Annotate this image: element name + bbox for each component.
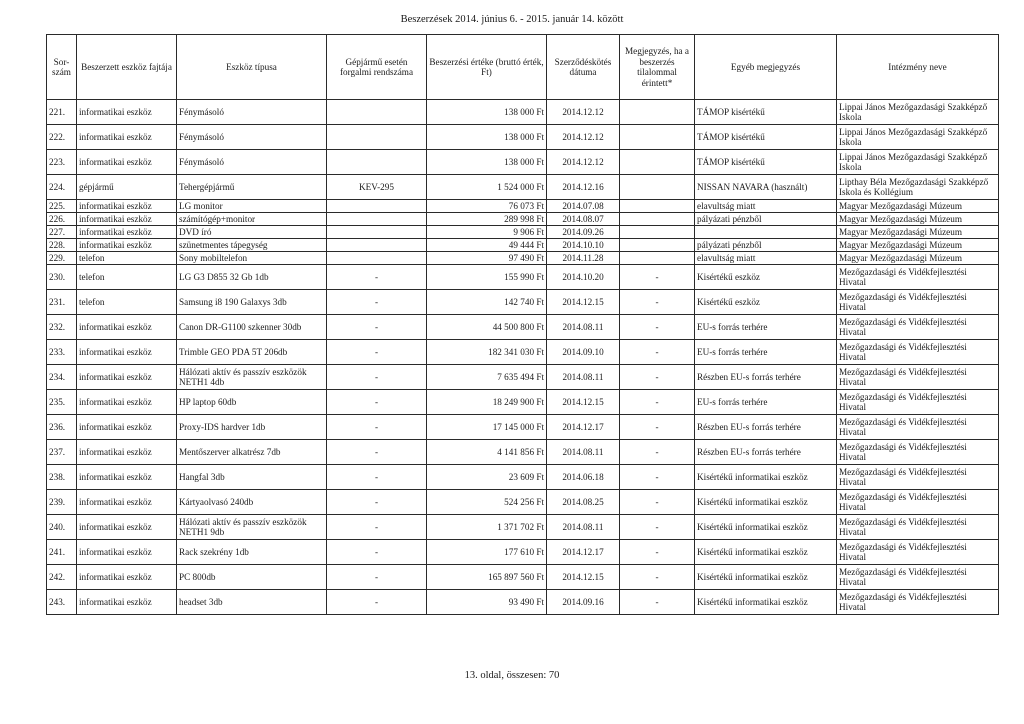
cell-other-note: Kisértékű eszköz (695, 290, 837, 315)
cell-contract-date: 2014.12.15 (547, 390, 620, 415)
cell-institution: Mezőgazdasági és Vidékfejlesztési Hivatal (837, 515, 999, 540)
cell-other-note: Részben EU-s forrás terhére (695, 440, 837, 465)
cell-asset-category: informatikai eszköz (77, 415, 177, 440)
table-row (47, 490, 999, 515)
cell-purchase-value: 4 141 856 Ft (427, 440, 547, 465)
header-other-note: Egyéb megjegyzés (695, 35, 837, 100)
cell-asset-type: DVD író (177, 226, 327, 239)
cell-license-plate (327, 226, 427, 239)
table-row (47, 265, 999, 290)
table-row (47, 213, 999, 226)
cell-purchase-value: 1 524 000 Ft (427, 175, 547, 200)
cell-serial-number: 222. (47, 125, 77, 150)
cell-asset-type: headset 3db (177, 590, 327, 615)
cell-institution: Magyar Mezőgazdasági Múzeum (837, 252, 999, 265)
cell-asset-type: Tehergépjármű (177, 175, 327, 200)
cell-purchase-value: 18 249 900 Ft (427, 390, 547, 415)
cell-serial-number: 228. (47, 239, 77, 252)
cell-restriction-note: - (620, 540, 695, 565)
cell-license-plate: - (327, 515, 427, 540)
header-asset-category: Beszerzett eszköz fajtája (77, 35, 177, 100)
cell-serial-number: 243. (47, 590, 77, 615)
cell-asset-category: informatikai eszköz (77, 515, 177, 540)
cell-serial-number: 232. (47, 315, 77, 340)
cell-asset-category: telefon (77, 252, 177, 265)
cell-institution: Mezőgazdasági és Vidékfejlesztési Hivatal (837, 365, 999, 390)
cell-restriction-note (620, 100, 695, 125)
cell-other-note: Kisértékű eszköz (695, 265, 837, 290)
cell-serial-number: 230. (47, 265, 77, 290)
cell-purchase-value: 524 256 Ft (427, 490, 547, 515)
cell-purchase-value: 289 998 Ft (427, 213, 547, 226)
cell-other-note: TÁMOP kisértékű (695, 125, 837, 150)
table-row (47, 440, 999, 465)
cell-asset-category: informatikai eszköz (77, 213, 177, 226)
cell-serial-number: 234. (47, 365, 77, 390)
cell-contract-date: 2014.07.08 (547, 200, 620, 213)
cell-asset-type: szünetmentes tápegység (177, 239, 327, 252)
cell-contract-date: 2014.06.18 (547, 465, 620, 490)
cell-other-note: Kisértékű informatikai eszköz (695, 515, 837, 540)
cell-purchase-value: 142 740 Ft (427, 290, 547, 315)
cell-license-plate (327, 252, 427, 265)
cell-institution: Mezőgazdasági és Vidékfejlesztési Hivatal (837, 340, 999, 365)
table-row (47, 290, 999, 315)
cell-institution: Mezőgazdasági és Vidékfejlesztési Hivatal (837, 290, 999, 315)
header-restriction-note: Megjegyzés, ha a beszerzés tilalommal érintett* (620, 35, 695, 100)
cell-serial-number: 238. (47, 465, 77, 490)
cell-asset-type: Fénymásoló (177, 125, 327, 150)
table-row (47, 150, 999, 175)
table-row (47, 340, 999, 365)
cell-serial-number: 236. (47, 415, 77, 440)
table-row (47, 365, 999, 390)
cell-asset-category: informatikai eszköz (77, 340, 177, 365)
cell-institution: Mezőgazdasági és Vidékfejlesztési Hivatal (837, 390, 999, 415)
cell-contract-date: 2014.09.16 (547, 590, 620, 615)
cell-other-note: EU-s forrás terhére (695, 390, 837, 415)
cell-asset-type: Samsung i8 190 Galaxys 3db (177, 290, 327, 315)
table-row (47, 315, 999, 340)
cell-institution: Mezőgazdasági és Vidékfejlesztési Hivatal (837, 565, 999, 590)
table-body (47, 100, 999, 615)
table-row (47, 540, 999, 565)
cell-asset-category: informatikai eszköz (77, 100, 177, 125)
cell-institution: Magyar Mezőgazdasági Múzeum (837, 200, 999, 213)
cell-other-note: elavultság miatt (695, 200, 837, 213)
cell-asset-type: Mentőszerver alkatrész 7db (177, 440, 327, 465)
header-contract-date: Szerződéskötés dátuma (547, 35, 620, 100)
cell-asset-category: informatikai eszköz (77, 315, 177, 340)
cell-license-plate: - (327, 365, 427, 390)
cell-asset-type: Canon DR-G1100 szkenner 30db (177, 315, 327, 340)
cell-restriction-note (620, 200, 695, 213)
cell-other-note: Kisértékű informatikai eszköz (695, 590, 837, 615)
cell-asset-category: informatikai eszköz (77, 365, 177, 390)
cell-purchase-value: 1 371 702 Ft (427, 515, 547, 540)
cell-serial-number: 235. (47, 390, 77, 415)
cell-license-plate: KEV-295 (327, 175, 427, 200)
cell-license-plate: - (327, 390, 427, 415)
cell-asset-type: Rack szekrény 1db (177, 540, 327, 565)
cell-asset-category: informatikai eszköz (77, 150, 177, 175)
cell-restriction-note: - (620, 440, 695, 465)
cell-asset-type: Fénymásoló (177, 100, 327, 125)
cell-institution: Lipthay Béla Mezőgazdasági Szakképző Iskola és Kollégium (837, 175, 999, 200)
table-row (47, 515, 999, 540)
cell-license-plate: - (327, 315, 427, 340)
cell-contract-date: 2014.10.20 (547, 265, 620, 290)
table-row (47, 100, 999, 125)
cell-license-plate: - (327, 465, 427, 490)
cell-other-note: EU-s forrás terhére (695, 340, 837, 365)
cell-institution: Lippai János Mezőgazdasági Szakképző Iskola (837, 125, 999, 150)
cell-license-plate: - (327, 540, 427, 565)
cell-asset-type: LG G3 D855 32 Gb 1db (177, 265, 327, 290)
cell-asset-type: Kártyaolvasó 240db (177, 490, 327, 515)
cell-purchase-value: 138 000 Ft (427, 100, 547, 125)
cell-purchase-value: 182 341 030 Ft (427, 340, 547, 365)
cell-restriction-note: - (620, 590, 695, 615)
cell-license-plate: - (327, 590, 427, 615)
table-row (47, 390, 999, 415)
cell-contract-date: 2014.11.28 (547, 252, 620, 265)
cell-institution: Magyar Mezőgazdasági Múzeum (837, 213, 999, 226)
cell-license-plate (327, 100, 427, 125)
cell-serial-number: 229. (47, 252, 77, 265)
cell-other-note: Részben EU-s forrás terhére (695, 365, 837, 390)
cell-other-note: elavultság miatt (695, 252, 837, 265)
cell-restriction-note: - (620, 340, 695, 365)
cell-restriction-note (620, 239, 695, 252)
cell-asset-category: informatikai eszköz (77, 465, 177, 490)
cell-restriction-note (620, 213, 695, 226)
cell-contract-date: 2014.12.12 (547, 125, 620, 150)
cell-restriction-note: - (620, 265, 695, 290)
cell-serial-number: 224. (47, 175, 77, 200)
cell-asset-category: informatikai eszköz (77, 226, 177, 239)
cell-asset-type: Fénymásoló (177, 150, 327, 175)
cell-asset-type: számítógép+monitor (177, 213, 327, 226)
cell-other-note: Részben EU-s forrás terhére (695, 415, 837, 440)
cell-institution: Mezőgazdasági és Vidékfejlesztési Hivatal (837, 490, 999, 515)
cell-asset-type: Hangfal 3db (177, 465, 327, 490)
header-asset-type: Eszköz típusa (177, 35, 327, 100)
cell-purchase-value: 138 000 Ft (427, 125, 547, 150)
cell-asset-type: Hálózati aktív és passzív eszközök NETH1 4db (177, 365, 327, 390)
cell-serial-number: 239. (47, 490, 77, 515)
table-row (47, 125, 999, 150)
cell-asset-category: informatikai eszköz (77, 440, 177, 465)
cell-asset-category: informatikai eszköz (77, 125, 177, 150)
cell-asset-type: Trimble GEO PDA 5T 206db (177, 340, 327, 365)
cell-asset-category: informatikai eszköz (77, 565, 177, 590)
cell-contract-date: 2014.12.17 (547, 415, 620, 440)
cell-purchase-value: 177 610 Ft (427, 540, 547, 565)
table-row (47, 252, 999, 265)
cell-institution: Magyar Mezőgazdasági Múzeum (837, 226, 999, 239)
cell-restriction-note: - (620, 365, 695, 390)
cell-serial-number: 242. (47, 565, 77, 590)
document-title: Beszerzések 2014. június 6. - 2015. január 14. között (400, 14, 624, 25)
cell-restriction-note (620, 252, 695, 265)
cell-serial-number: 237. (47, 440, 77, 465)
header-serial-number: Sor- szám (47, 35, 77, 100)
cell-institution: Mezőgazdasági és Vidékfejlesztési Hivatal (837, 540, 999, 565)
cell-institution: Mezőgazdasági és Vidékfejlesztési Hivatal (837, 265, 999, 290)
cell-restriction-note: - (620, 565, 695, 590)
table-row (47, 239, 999, 252)
cell-contract-date: 2014.10.10 (547, 239, 620, 252)
cell-institution: Mezőgazdasági és Vidékfejlesztési Hivatal (837, 465, 999, 490)
cell-restriction-note (620, 226, 695, 239)
page-footer: 13. oldal, összesen: 70 (464, 670, 560, 681)
cell-restriction-note: - (620, 465, 695, 490)
cell-restriction-note: - (620, 290, 695, 315)
cell-contract-date: 2014.08.11 (547, 440, 620, 465)
cell-restriction-note (620, 175, 695, 200)
cell-asset-type: LG monitor (177, 200, 327, 213)
cell-other-note: Kisértékű informatikai eszköz (695, 465, 837, 490)
table-row (47, 415, 999, 440)
cell-serial-number: 241. (47, 540, 77, 565)
cell-other-note: Kisértékű informatikai eszköz (695, 540, 837, 565)
table-row (47, 565, 999, 590)
header-purchase-value: Beszerzési értéke (bruttó érték, Ft) (427, 35, 547, 100)
cell-asset-category: informatikai eszköz (77, 239, 177, 252)
cell-asset-type: HP laptop 60db (177, 390, 327, 415)
cell-contract-date: 2014.09.26 (547, 226, 620, 239)
cell-restriction-note (620, 125, 695, 150)
cell-license-plate (327, 125, 427, 150)
cell-license-plate: - (327, 340, 427, 365)
cell-purchase-value: 49 444 Ft (427, 239, 547, 252)
cell-contract-date: 2014.08.07 (547, 213, 620, 226)
cell-other-note: TÁMOP kisértékű (695, 100, 837, 125)
cell-purchase-value: 97 490 Ft (427, 252, 547, 265)
header-institution: Intézmény neve (837, 35, 999, 100)
cell-purchase-value: 93 490 Ft (427, 590, 547, 615)
cell-institution: Mezőgazdasági és Vidékfejlesztési Hivatal (837, 415, 999, 440)
cell-serial-number: 240. (47, 515, 77, 540)
cell-license-plate (327, 239, 427, 252)
cell-contract-date: 2014.08.25 (547, 490, 620, 515)
cell-serial-number: 227. (47, 226, 77, 239)
cell-restriction-note: - (620, 415, 695, 440)
cell-restriction-note: - (620, 315, 695, 340)
header-license-plate: Gépjármű esetén forgalmi rendszáma (327, 35, 427, 100)
cell-serial-number: 223. (47, 150, 77, 175)
cell-asset-type: Sony mobiltelefon (177, 252, 327, 265)
cell-other-note: pályázati pénzből (695, 239, 837, 252)
cell-restriction-note: - (620, 490, 695, 515)
cell-serial-number: 233. (47, 340, 77, 365)
table-row (47, 200, 999, 213)
cell-license-plate: - (327, 265, 427, 290)
cell-contract-date: 2014.08.11 (547, 365, 620, 390)
cell-restriction-note: - (620, 515, 695, 540)
cell-asset-category: informatikai eszköz (77, 540, 177, 565)
cell-license-plate: - (327, 440, 427, 465)
cell-purchase-value: 17 145 000 Ft (427, 415, 547, 440)
cell-asset-type: Hálózati aktív és passzív eszközök NETH1 9db (177, 515, 327, 540)
table-row (47, 226, 999, 239)
cell-contract-date: 2014.09.10 (547, 340, 620, 365)
cell-purchase-value: 9 906 Ft (427, 226, 547, 239)
cell-other-note: Kisértékű informatikai eszköz (695, 565, 837, 590)
cell-asset-category: informatikai eszköz (77, 490, 177, 515)
cell-contract-date: 2014.12.15 (547, 290, 620, 315)
cell-other-note: TÁMOP kisértékű (695, 150, 837, 175)
cell-asset-type: Proxy-IDS hardver 1db (177, 415, 327, 440)
cell-purchase-value: 155 990 Ft (427, 265, 547, 290)
cell-asset-category: telefon (77, 290, 177, 315)
cell-license-plate: - (327, 415, 427, 440)
cell-other-note (695, 226, 837, 239)
cell-institution: Lippai János Mezőgazdasági Szakképző Iskola (837, 100, 999, 125)
procurement-table (46, 34, 999, 615)
cell-institution: Magyar Mezőgazdasági Múzeum (837, 239, 999, 252)
cell-other-note: pályázati pénzből (695, 213, 837, 226)
cell-serial-number: 225. (47, 200, 77, 213)
cell-license-plate (327, 213, 427, 226)
cell-license-plate: - (327, 290, 427, 315)
cell-purchase-value: 7 635 494 Ft (427, 365, 547, 390)
cell-institution: Lippai János Mezőgazdasági Szakképző Iskola (837, 150, 999, 175)
cell-contract-date: 2014.12.15 (547, 565, 620, 590)
table-row (47, 590, 999, 615)
cell-asset-category: telefon (77, 265, 177, 290)
cell-institution: Mezőgazdasági és Vidékfejlesztési Hivatal (837, 590, 999, 615)
cell-asset-category: informatikai eszköz (77, 200, 177, 213)
cell-asset-category: informatikai eszköz (77, 590, 177, 615)
cell-purchase-value: 76 073 Ft (427, 200, 547, 213)
cell-license-plate: - (327, 565, 427, 590)
cell-purchase-value: 23 609 Ft (427, 465, 547, 490)
cell-contract-date: 2014.12.17 (547, 540, 620, 565)
cell-asset-category: informatikai eszköz (77, 390, 177, 415)
cell-institution: Mezőgazdasági és Vidékfejlesztési Hivatal (837, 440, 999, 465)
cell-purchase-value: 165 897 560 Ft (427, 565, 547, 590)
cell-purchase-value: 138 000 Ft (427, 150, 547, 175)
cell-contract-date: 2014.12.12 (547, 150, 620, 175)
cell-asset-category: gépjármű (77, 175, 177, 200)
cell-serial-number: 221. (47, 100, 77, 125)
cell-contract-date: 2014.12.12 (547, 100, 620, 125)
cell-other-note: NISSAN NAVARA (használt) (695, 175, 837, 200)
cell-contract-date: 2014.12.16 (547, 175, 620, 200)
cell-restriction-note (620, 150, 695, 175)
cell-restriction-note: - (620, 390, 695, 415)
cell-other-note: Kisértékű informatikai eszköz (695, 490, 837, 515)
cell-license-plate (327, 200, 427, 213)
cell-institution: Mezőgazdasági és Vidékfejlesztési Hivatal (837, 315, 999, 340)
cell-license-plate (327, 150, 427, 175)
cell-asset-type: PC 800db (177, 565, 327, 590)
cell-contract-date: 2014.08.11 (547, 315, 620, 340)
table-header-row (47, 35, 999, 100)
cell-other-note: EU-s forrás terhére (695, 315, 837, 340)
cell-serial-number: 231. (47, 290, 77, 315)
cell-license-plate: - (327, 490, 427, 515)
cell-purchase-value: 44 500 800 Ft (427, 315, 547, 340)
table-row (47, 175, 999, 200)
cell-serial-number: 226. (47, 213, 77, 226)
cell-contract-date: 2014.08.11 (547, 515, 620, 540)
table-row (47, 465, 999, 490)
